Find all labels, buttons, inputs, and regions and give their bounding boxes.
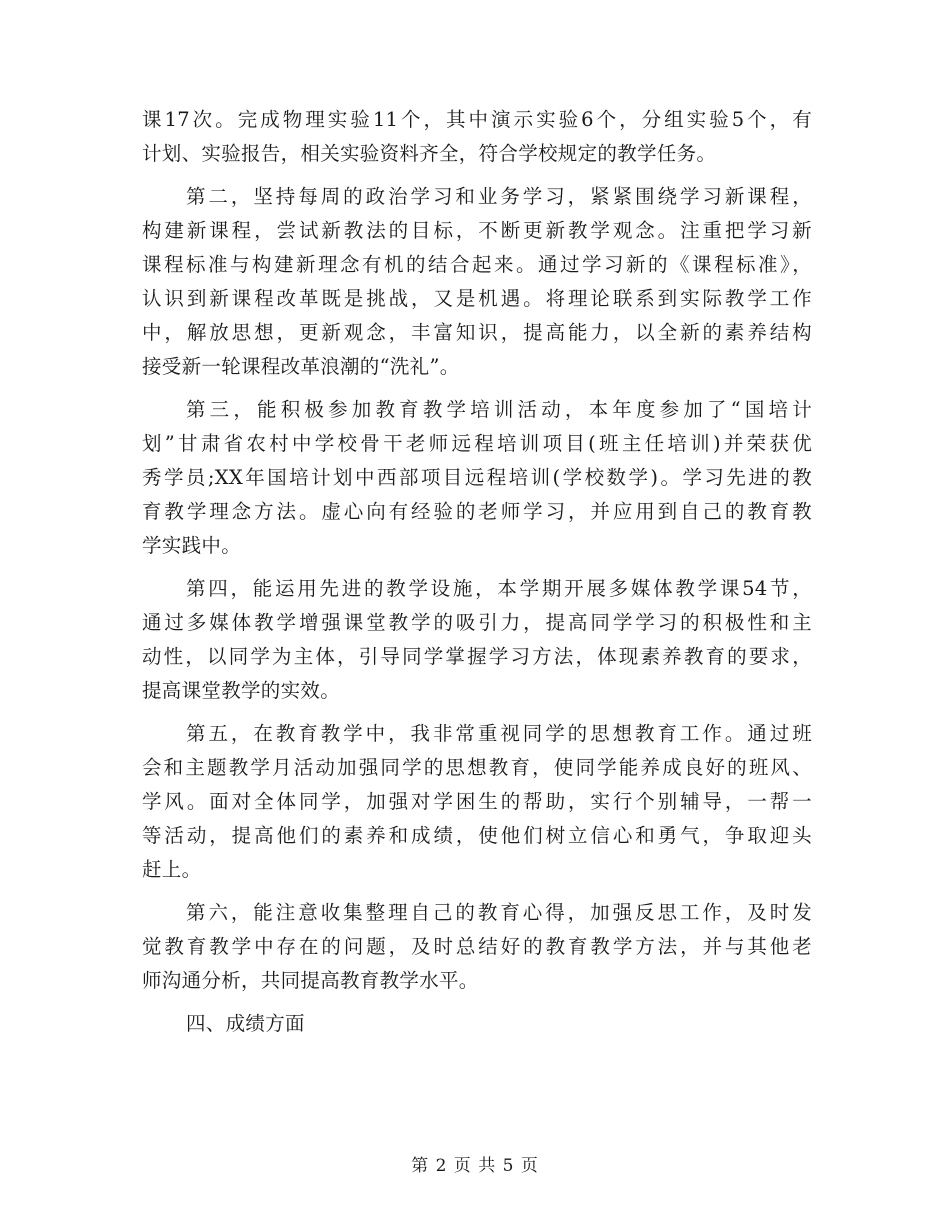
text-line: 赶上。 (142, 858, 202, 881)
text-line: 学风。面对全体同学，加强对学困生的帮助，实行个别辅导，一帮一 (142, 790, 812, 813)
text-line: 通过多媒体教学增强课堂教学的吸引力，提高同学学习的积极性和主 (142, 611, 812, 634)
text-line: 认识到新课程改革既是挑战，又是机遇。将理论联系到实际教学工作 (142, 287, 812, 310)
section-heading: 四、成绩方面 (186, 1012, 305, 1035)
text-line: 秀学员;XX年国培计划中西部项目远程培训(学校数学)。学习先进的教 (142, 466, 812, 489)
text-line: 会和主题教学月活动加强同学的思想教育，使同学能养成良好的班风、 (142, 756, 812, 779)
text-line: 课17次。完成物理实验11个，其中演示实验6个，分组实验5个，有 (142, 108, 812, 131)
text-line: 学实践中。 (142, 534, 242, 557)
text-line: 第五，在教育教学中，我非常重视同学的思想教育工作。通过班 (186, 722, 812, 745)
text-line: 育教学理念方法。虚心向有经验的老师学习，并应用到自己的教育教 (142, 500, 812, 523)
text-line: 第三，能积极参加教育教学培训活动，本年度参加了“国培计 (186, 398, 812, 421)
text-line: 划”甘肃省农村中学校骨干老师远程培训项目(班主任培训)并荣获优 (142, 432, 812, 455)
text-line: 师沟通分析，共同提高教育教学水平。 (142, 969, 479, 992)
text-line: 中，解放思想，更新观念，丰富知识，提高能力，以全新的素养结构 (142, 321, 812, 344)
page-footer: 第 2 页 共 5 页 (411, 1156, 539, 1176)
document-body (142, 103, 812, 1041)
text-line: 动性，以同学为主体，引导同学掌握学习方法，体现素养教育的要求， (142, 645, 812, 668)
text-line: 等活动，提高他们的素养和成绩，使他们树立信心和勇气，争取迎头 (142, 824, 812, 847)
text-line: 提高课堂教学的实效。 (142, 679, 341, 702)
text-line: 接受新一轮课程改革浪潮的“洗礼”。 (142, 355, 460, 378)
text-line: 第六，能注意收集整理自己的教育心得，加强反思工作，及时发 (186, 901, 812, 924)
text-line: 觉教育教学中存在的问题，及时总结好的教育教学方法，并与其他老 (142, 935, 812, 958)
text-line: 计划、实验报告，相关实验资料齐全，符合学校规定的教学任务。 (142, 142, 717, 165)
text-line: 第二，坚持每周的政治学习和业务学习，紧紧围绕学习新课程， (186, 185, 812, 208)
text-line: 课程标准与构建新理念有机的结合起来。通过学习新的《课程标准》， (142, 253, 812, 276)
text-line: 构建新课程，尝试新教法的目标，不断更新教学观念。注重把学习新 (142, 219, 812, 242)
text-line: 第四，能运用先进的教学设施，本学期开展多媒体教学课54节， (186, 577, 812, 600)
